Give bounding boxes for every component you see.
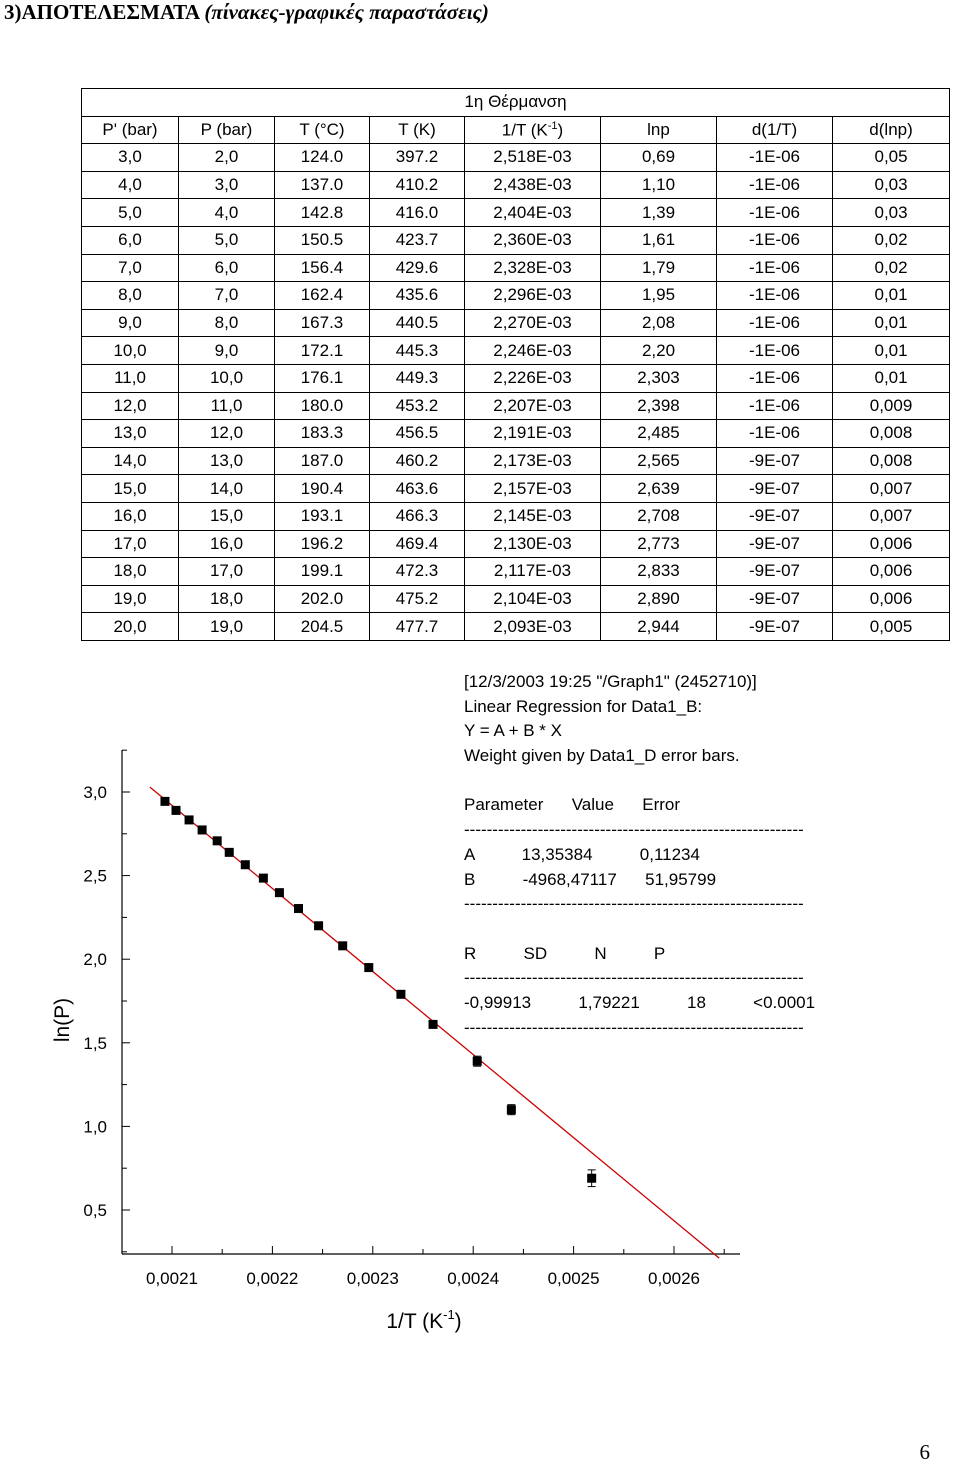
table-cell: -9E-07 xyxy=(717,475,833,503)
table-cell: 9,0 xyxy=(82,309,179,337)
regression-line: ------------------------------------------------------------ xyxy=(464,820,804,840)
table-cell: 0,03 xyxy=(833,171,950,199)
data-point xyxy=(160,797,169,806)
table-cell: 8,0 xyxy=(179,309,275,337)
page-number: 6 xyxy=(919,1440,930,1464)
table-cell: 10,0 xyxy=(82,337,179,365)
table-cell: 2,890 xyxy=(601,585,717,613)
table-group-title: 1η Θέρμανση xyxy=(464,92,567,112)
table-cell: 2,639 xyxy=(601,475,717,503)
table-cell: 172.1 xyxy=(275,337,370,365)
table-cell: 2,207E-03 xyxy=(465,392,601,420)
regression-line: Linear Regression for Data1_B: xyxy=(464,696,703,716)
table-cell: 150.5 xyxy=(275,226,370,254)
table-cell: 6,0 xyxy=(179,254,275,282)
table-cell: 416.0 xyxy=(370,199,465,227)
table-cell: 2,944 xyxy=(601,613,717,641)
column-header: d(lnp) xyxy=(833,116,950,144)
x-tick-label: 0,0025 xyxy=(547,1269,600,1288)
column-header: P' (bar) xyxy=(82,116,179,144)
table-cell: 0,01 xyxy=(833,282,950,310)
x-tick-label: 0,0026 xyxy=(648,1269,700,1288)
y-tick-label: 2,0 xyxy=(83,950,107,970)
table-cell: 2,20 xyxy=(601,337,717,365)
table-cell: 5,0 xyxy=(82,199,179,227)
table-cell: 16,0 xyxy=(179,530,275,558)
x-tick-label: 0,0023 xyxy=(346,1269,399,1288)
table-cell: 2,404E-03 xyxy=(465,199,601,227)
regression-line: Parameter Value Error xyxy=(464,795,681,815)
table-cell: 463.6 xyxy=(370,475,465,503)
table-cell: 0,01 xyxy=(833,364,950,392)
y-axis-title: ln(P) xyxy=(51,997,74,1043)
y-tick-label: 3,0 xyxy=(83,783,107,802)
table-cell: 0,02 xyxy=(833,226,950,254)
table-cell: 180.0 xyxy=(275,392,370,420)
table-cell: 2,303 xyxy=(601,364,717,392)
table-cell: -1E-06 xyxy=(717,254,833,282)
regression-line: B -4968,47117 51,95799 xyxy=(464,869,717,889)
table-cell: 193.1 xyxy=(275,502,370,530)
data-point xyxy=(429,1020,438,1029)
table-cell: 2,398 xyxy=(601,392,717,420)
data-point xyxy=(259,874,268,883)
table-cell: 2,773 xyxy=(601,530,717,558)
table-cell: 142.8 xyxy=(275,199,370,227)
table-cell: 2,145E-03 xyxy=(465,502,601,530)
table-cell: 18,0 xyxy=(82,558,179,586)
table-cell: 1,95 xyxy=(601,282,717,310)
table-cell: 12,0 xyxy=(82,392,179,420)
column-header: T (°C) xyxy=(275,116,370,144)
data-point xyxy=(587,1174,596,1183)
data-point xyxy=(314,921,323,930)
table-cell: -9E-07 xyxy=(717,558,833,586)
table-cell: 2,117E-03 xyxy=(465,558,601,586)
heading-italic-text: (πίνακες-γραφικές παραστάσεις) xyxy=(204,0,489,24)
table-cell: 7,0 xyxy=(82,254,179,282)
table-cell: 2,518E-03 xyxy=(465,144,601,172)
table-cell: 1,79 xyxy=(601,254,717,282)
x-tick-label: 0,0021 xyxy=(146,1269,198,1288)
table-cell: 0,02 xyxy=(833,254,950,282)
x-axis-title: 1/T $(K^{-1})$ xyxy=(386,1307,462,1333)
table-cell: 19,0 xyxy=(179,613,275,641)
table-cell: 0,005 xyxy=(833,613,950,641)
table-cell: -1E-06 xyxy=(717,199,833,227)
column-header: d(1/T) xyxy=(717,116,833,144)
table-cell: 0,05 xyxy=(833,144,950,172)
table-cell: 410.2 xyxy=(370,171,465,199)
data-point xyxy=(275,888,284,897)
table-cell: 460.2 xyxy=(370,447,465,475)
y-tick-label: 0,5 xyxy=(83,1201,107,1220)
data-point xyxy=(172,806,181,815)
table-cell: -1E-06 xyxy=(717,364,833,392)
table-cell: -1E-06 xyxy=(717,282,833,310)
table-cell: 1,10 xyxy=(601,171,717,199)
table-cell: 2,833 xyxy=(601,558,717,586)
table-cell: 0,006 xyxy=(833,558,950,586)
table-cell: 19,0 xyxy=(82,585,179,613)
table-cell: -9E-07 xyxy=(717,447,833,475)
table-cell: 0,69 xyxy=(601,144,717,172)
data-point xyxy=(338,941,347,950)
data-point xyxy=(507,1105,516,1114)
table-cell: 429.6 xyxy=(370,254,465,282)
table-cell: 190.4 xyxy=(275,475,370,503)
table-cell: 156.4 xyxy=(275,254,370,282)
table-cell: 4,0 xyxy=(179,199,275,227)
table-cell: 124.0 xyxy=(275,144,370,172)
table-cell: -9E-07 xyxy=(717,613,833,641)
table-cell: 17,0 xyxy=(82,530,179,558)
table-cell: 2,173E-03 xyxy=(465,447,601,475)
regression-line: A 13,35384 0,11234 xyxy=(464,844,700,864)
table-cell: 456.5 xyxy=(370,420,465,448)
table-cell: 13,0 xyxy=(179,447,275,475)
table-cell: 20,0 xyxy=(82,613,179,641)
table-cell: 17,0 xyxy=(179,558,275,586)
table-cell: 16,0 xyxy=(82,502,179,530)
table-cell: 0,006 xyxy=(833,585,950,613)
table-cell: -1E-06 xyxy=(717,226,833,254)
table-cell: 12,0 xyxy=(179,420,275,448)
table-cell: 18,0 xyxy=(179,585,275,613)
table-cell: 475.2 xyxy=(370,585,465,613)
table-cell: 187.0 xyxy=(275,447,370,475)
table-cell: 11,0 xyxy=(82,364,179,392)
table-cell: 14,0 xyxy=(82,447,179,475)
table-cell: 477.7 xyxy=(370,613,465,641)
data-point xyxy=(294,904,303,913)
data-point xyxy=(364,963,373,972)
table-cell: 2,130E-03 xyxy=(465,530,601,558)
regression-line: R SD N P xyxy=(464,943,666,963)
table-cell: -9E-07 xyxy=(717,502,833,530)
table-cell: 469.4 xyxy=(370,530,465,558)
table-cell: 2,485 xyxy=(601,420,717,448)
table-cell: 15,0 xyxy=(179,502,275,530)
table-cell: 11,0 xyxy=(179,392,275,420)
data-point xyxy=(198,825,207,834)
table-cell: 2,296E-03 xyxy=(465,282,601,310)
regression-output xyxy=(464,670,815,1040)
table-cell: 2,157E-03 xyxy=(465,475,601,503)
table-cell: -9E-07 xyxy=(717,530,833,558)
table-cell: 176.1 xyxy=(275,364,370,392)
table-cell: 4,0 xyxy=(82,171,179,199)
regression-line xyxy=(464,917,815,942)
table-cell: 2,104E-03 xyxy=(465,585,601,613)
table-cell: 2,565 xyxy=(601,447,717,475)
x-tick-label: 0,0022 xyxy=(246,1269,299,1288)
table-cell: -1E-06 xyxy=(717,420,833,448)
table-cell: 466.3 xyxy=(370,502,465,530)
regression-line: ------------------------------------------------------------ xyxy=(464,894,804,914)
table-cell: 5,0 xyxy=(179,226,275,254)
table-cell: 2,328E-03 xyxy=(465,254,601,282)
data-point xyxy=(241,860,250,869)
table-cell: 2,093E-03 xyxy=(465,613,601,641)
table-cell: 0,009 xyxy=(833,392,950,420)
table-cell: 10,0 xyxy=(179,364,275,392)
table-cell: 1,61 xyxy=(601,226,717,254)
table-cell: 7,0 xyxy=(179,282,275,310)
table-cell: 202.0 xyxy=(275,585,370,613)
column-header: 1/T $(K^{-1})$ xyxy=(465,116,601,144)
table-cell: 2,360E-03 xyxy=(465,226,601,254)
data-point xyxy=(185,815,194,824)
table-cell: 445.3 xyxy=(370,337,465,365)
table-cell: 440.5 xyxy=(370,309,465,337)
column-header: P (bar) xyxy=(179,116,275,144)
table-cell: 204.5 xyxy=(275,613,370,641)
data-point xyxy=(213,836,222,845)
table-cell: 0,006 xyxy=(833,530,950,558)
table-cell: 0,03 xyxy=(833,199,950,227)
table-cell: -1E-06 xyxy=(717,337,833,365)
table-cell: -1E-06 xyxy=(717,309,833,337)
table-cell: 2,191E-03 xyxy=(465,420,601,448)
table-cell: 2,226E-03 xyxy=(465,364,601,392)
table-cell: 0,01 xyxy=(833,337,950,365)
table-cell: 2,438E-03 xyxy=(465,171,601,199)
regression-line: Y = A + B * X xyxy=(464,721,562,741)
regression-line: ------------------------------------------------------------ xyxy=(464,1017,804,1037)
table-cell: 435.6 xyxy=(370,282,465,310)
regression-line: Weight given by Data1_D error bars. xyxy=(464,746,740,766)
data-point xyxy=(473,1057,482,1066)
table-cell: 2,270E-03 xyxy=(465,309,601,337)
table-cell: -1E-06 xyxy=(717,171,833,199)
table-cell: 0,008 xyxy=(833,447,950,475)
table-cell: 6,0 xyxy=(82,226,179,254)
table-cell: 137.0 xyxy=(275,171,370,199)
table-cell: 183.3 xyxy=(275,420,370,448)
table-cell: 199.1 xyxy=(275,558,370,586)
table-cell: 2,08 xyxy=(601,309,717,337)
table-cell: 167.3 xyxy=(275,309,370,337)
table-cell: 3,0 xyxy=(82,144,179,172)
table-cell: 9,0 xyxy=(179,337,275,365)
table-cell: 2,0 xyxy=(179,144,275,172)
regression-line: -0,99913 1,79221 18 <0.0001 xyxy=(464,992,816,1012)
table-cell: 162.4 xyxy=(275,282,370,310)
table-cell: 397.2 xyxy=(370,144,465,172)
table-cell: 423.7 xyxy=(370,226,465,254)
table-cell: 0,01 xyxy=(833,309,950,337)
table-cell: -1E-06 xyxy=(717,392,833,420)
table-cell: -1E-06 xyxy=(717,144,833,172)
table-cell: 196.2 xyxy=(275,530,370,558)
y-tick-label: 2,5 xyxy=(83,866,107,886)
data-point xyxy=(396,990,405,999)
y-tick-label: 1,5 xyxy=(83,1033,107,1053)
table-cell: 0,008 xyxy=(833,420,950,448)
column-header: lnp xyxy=(601,116,717,144)
column-header: T (K) xyxy=(370,116,465,144)
regression-line xyxy=(464,769,815,794)
table-cell: -9E-07 xyxy=(717,585,833,613)
heading-text: 3)ΑΠΟΤΕΛΕΣΜΑΤΑ xyxy=(4,0,205,24)
y-tick-label: 1,0 xyxy=(83,1117,107,1137)
data-point xyxy=(225,848,234,857)
table-cell: 3,0 xyxy=(179,171,275,199)
table-cell: 0,007 xyxy=(833,502,950,530)
table-cell: 14,0 xyxy=(179,475,275,503)
table-cell: 2,708 xyxy=(601,502,717,530)
table-cell: 0,007 xyxy=(833,475,950,503)
table-cell: 2,246E-03 xyxy=(465,337,601,365)
table-cell: 449.3 xyxy=(370,364,465,392)
x-tick-label: 0,0024 xyxy=(447,1269,500,1288)
table-cell: 1,39 xyxy=(601,199,717,227)
regression-line: ------------------------------------------------------------ xyxy=(464,968,804,988)
regression-line: [12/3/2003 19:25 "/Graph1" (2452710)] xyxy=(464,672,757,691)
table-cell: 472.3 xyxy=(370,558,465,586)
table-cell: 15,0 xyxy=(82,475,179,503)
table-cell: 453.2 xyxy=(370,392,465,420)
table-cell: 8,0 xyxy=(82,282,179,310)
table-cell: 13,0 xyxy=(82,420,179,448)
